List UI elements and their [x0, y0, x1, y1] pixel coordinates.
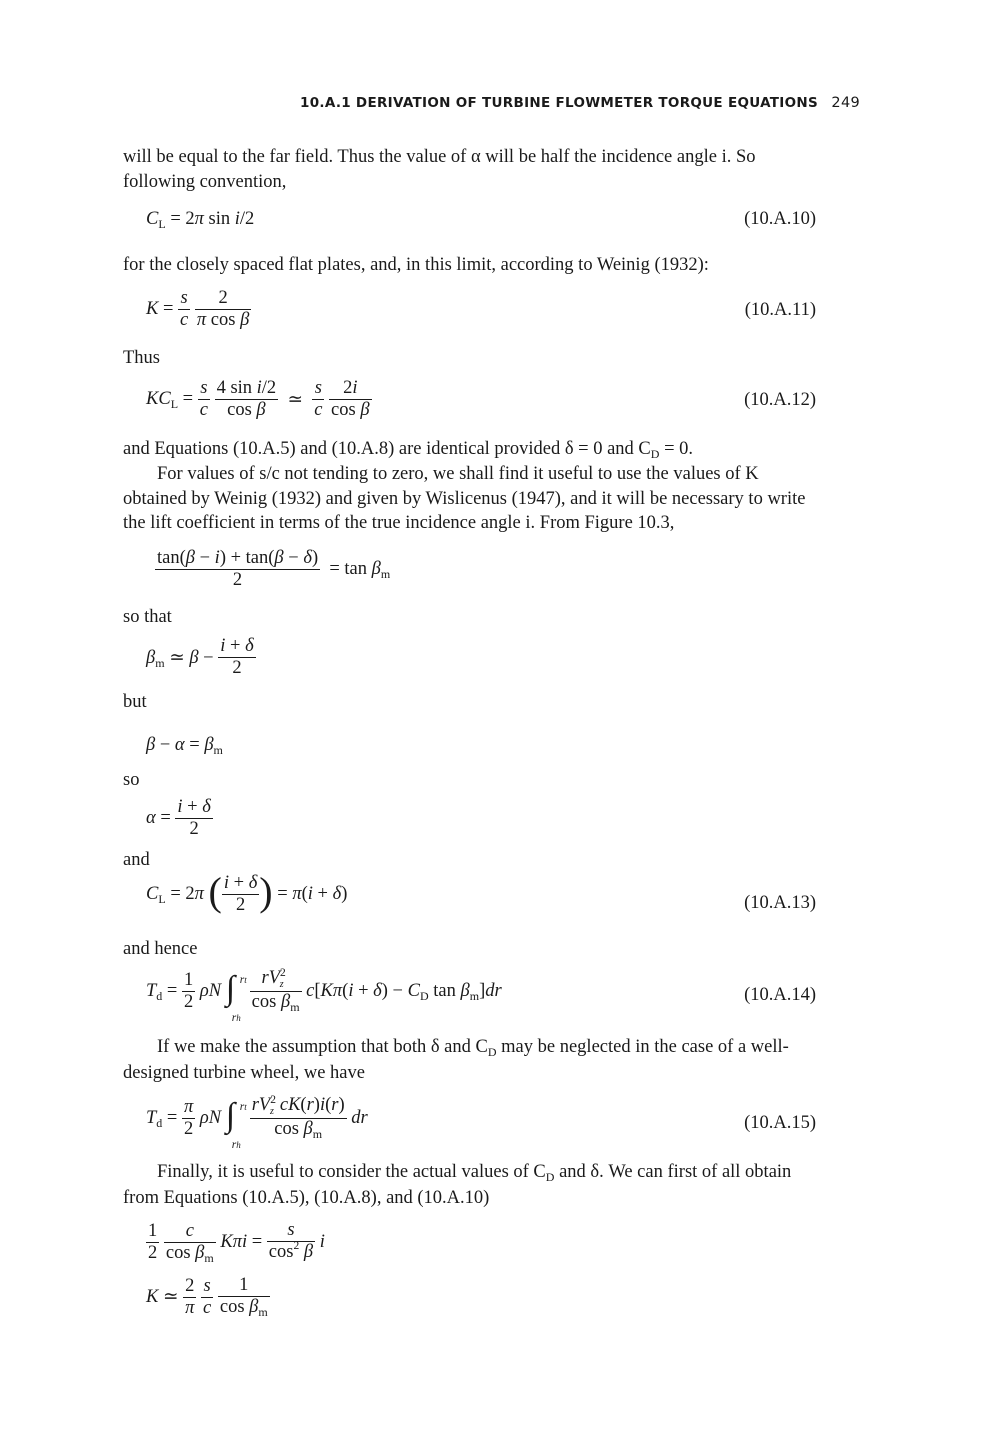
- paragraph-11: [123, 1035, 818, 1085]
- equation-beta-m-approx: $\beta_m$ ≃ β − $\frac{i + \delta}{2}$: [146, 636, 254, 678]
- paragraph-7: but: [123, 692, 147, 712]
- paragraph-9: and: [123, 850, 150, 870]
- page-number: 249: [831, 95, 860, 111]
- equation-number-10-a-10: (10.A.10): [744, 209, 816, 229]
- equation-10-a-12: $KC_L$ = $\frac{s}{c}$ $\frac{\text{4 sin i/2}}{\text{cos β}}$ ≃ $\frac{s}{c}$ $\frac{2i}{\text{cos β}}$: [146, 378, 370, 420]
- equation-tan-beta-m: $\frac{\tan(\beta - i) + \tan(\beta - \delta)}{2}$ = $\tan \beta_m$: [157, 548, 391, 590]
- equation-number-10-a-14: (10.A.14): [744, 985, 816, 1005]
- equation-number-10-a-11: (10.A.11): [744, 300, 816, 320]
- running-head: [300, 92, 860, 114]
- equation-10-a-11: K = $\frac{s}{c}$ $\frac{2}{\text{π cos β}}$: [146, 288, 250, 330]
- paragraph-5: For values of s/c not tending to zero, we shall find it useful to use the values of K obtained by Weinig (1932) and given by Wislicenus (1947), and it will be necessary to write the lift coefficient in terms of the true incidence angle i. From Figure 10.3,: [123, 464, 806, 533]
- equation-10-a-13: $C_L = 2\pi$ ( $\frac{i + \delta}{2}$ ) = π(i + δ): [146, 868, 348, 915]
- paragraph-6: so that: [123, 607, 172, 627]
- paragraph-4-end: = 0.: [659, 439, 693, 459]
- equation-final-2: K ≃ $\frac{2}{\pi}$ $\frac{s}{c}$ $\frac{1}{\cos \beta_m}$: [146, 1275, 268, 1319]
- equation-number-10-a-15: (10.A.15): [744, 1113, 816, 1133]
- paragraph-4-text: and Equations (10.A.5) and (10.A.8) are identical provided δ = 0 and C: [123, 439, 651, 459]
- equation-number-10-a-12: (10.A.12): [744, 390, 816, 410]
- equation-10-a-14: $T_d$ = $\frac{1}{2}$ ρN ∫ rt rh $\frac{rV^2_z}{\cos \beta_m}$ $c[K\pi(i + \delta) - C_D$ $\tan \beta_m]dr$: [146, 967, 502, 1024]
- paragraph-8: so: [123, 770, 140, 790]
- paragraph-1: will be equal to the far field. Thus the value of α will be half the incidence angle i. So following convention,: [123, 147, 756, 192]
- paragraph-4: [123, 437, 818, 463]
- paragraph-11-text: If we make the assumption that both δ and C: [157, 1037, 488, 1057]
- paragraph-10: and hence: [123, 939, 198, 959]
- running-head-title: 10.A.1 DERIVATION OF TURBINE FLOWMETER TORQUE EQUATIONS: [300, 95, 819, 111]
- equation-10-a-15: $T_d$ = $\frac{\pi}{2}$ ρN ∫ rt rh $\frac{rV^2_z cK(r)i(r)}{\cos \beta_m}$ dr: [146, 1094, 368, 1151]
- paragraph-12-subscript: D: [545, 1170, 555, 1184]
- equation-alpha: α = $\frac{i + \delta}{2}$: [146, 797, 211, 839]
- equation-final-1: $\frac{1}{2}$ $\frac{c}{\cos \beta_m}$ Kπi = $\frac{s}{\cos^2 \beta}$ i: [148, 1220, 325, 1265]
- paragraph-4-subscript: D: [650, 447, 660, 461]
- paragraph-11-end: may be neglected in the case of a well-designed turbine wheel, we have: [123, 1037, 789, 1083]
- paragraph-12: [123, 1160, 818, 1210]
- paragraph-12-text: Finally, it is useful to consider the actual values of C: [157, 1162, 546, 1182]
- equation-beta-minus-alpha: $\beta - \alpha = \beta_m$: [146, 735, 223, 757]
- equation-10-a-10: $C_L = 2\pi$ sin i/2: [146, 209, 255, 231]
- paragraph-12-end: and δ. We can first of all obtain from Equations (10.A.5), (10.A.8), and (10.A.10): [123, 1162, 792, 1208]
- paragraph-2: for the closely spaced flat plates, and, in this limit, according to Weinig (1932):: [123, 255, 709, 275]
- paragraph-3: Thus: [123, 348, 160, 368]
- equation-number-10-a-13: (10.A.13): [744, 893, 816, 913]
- paragraph-11-subscript: D: [487, 1045, 497, 1059]
